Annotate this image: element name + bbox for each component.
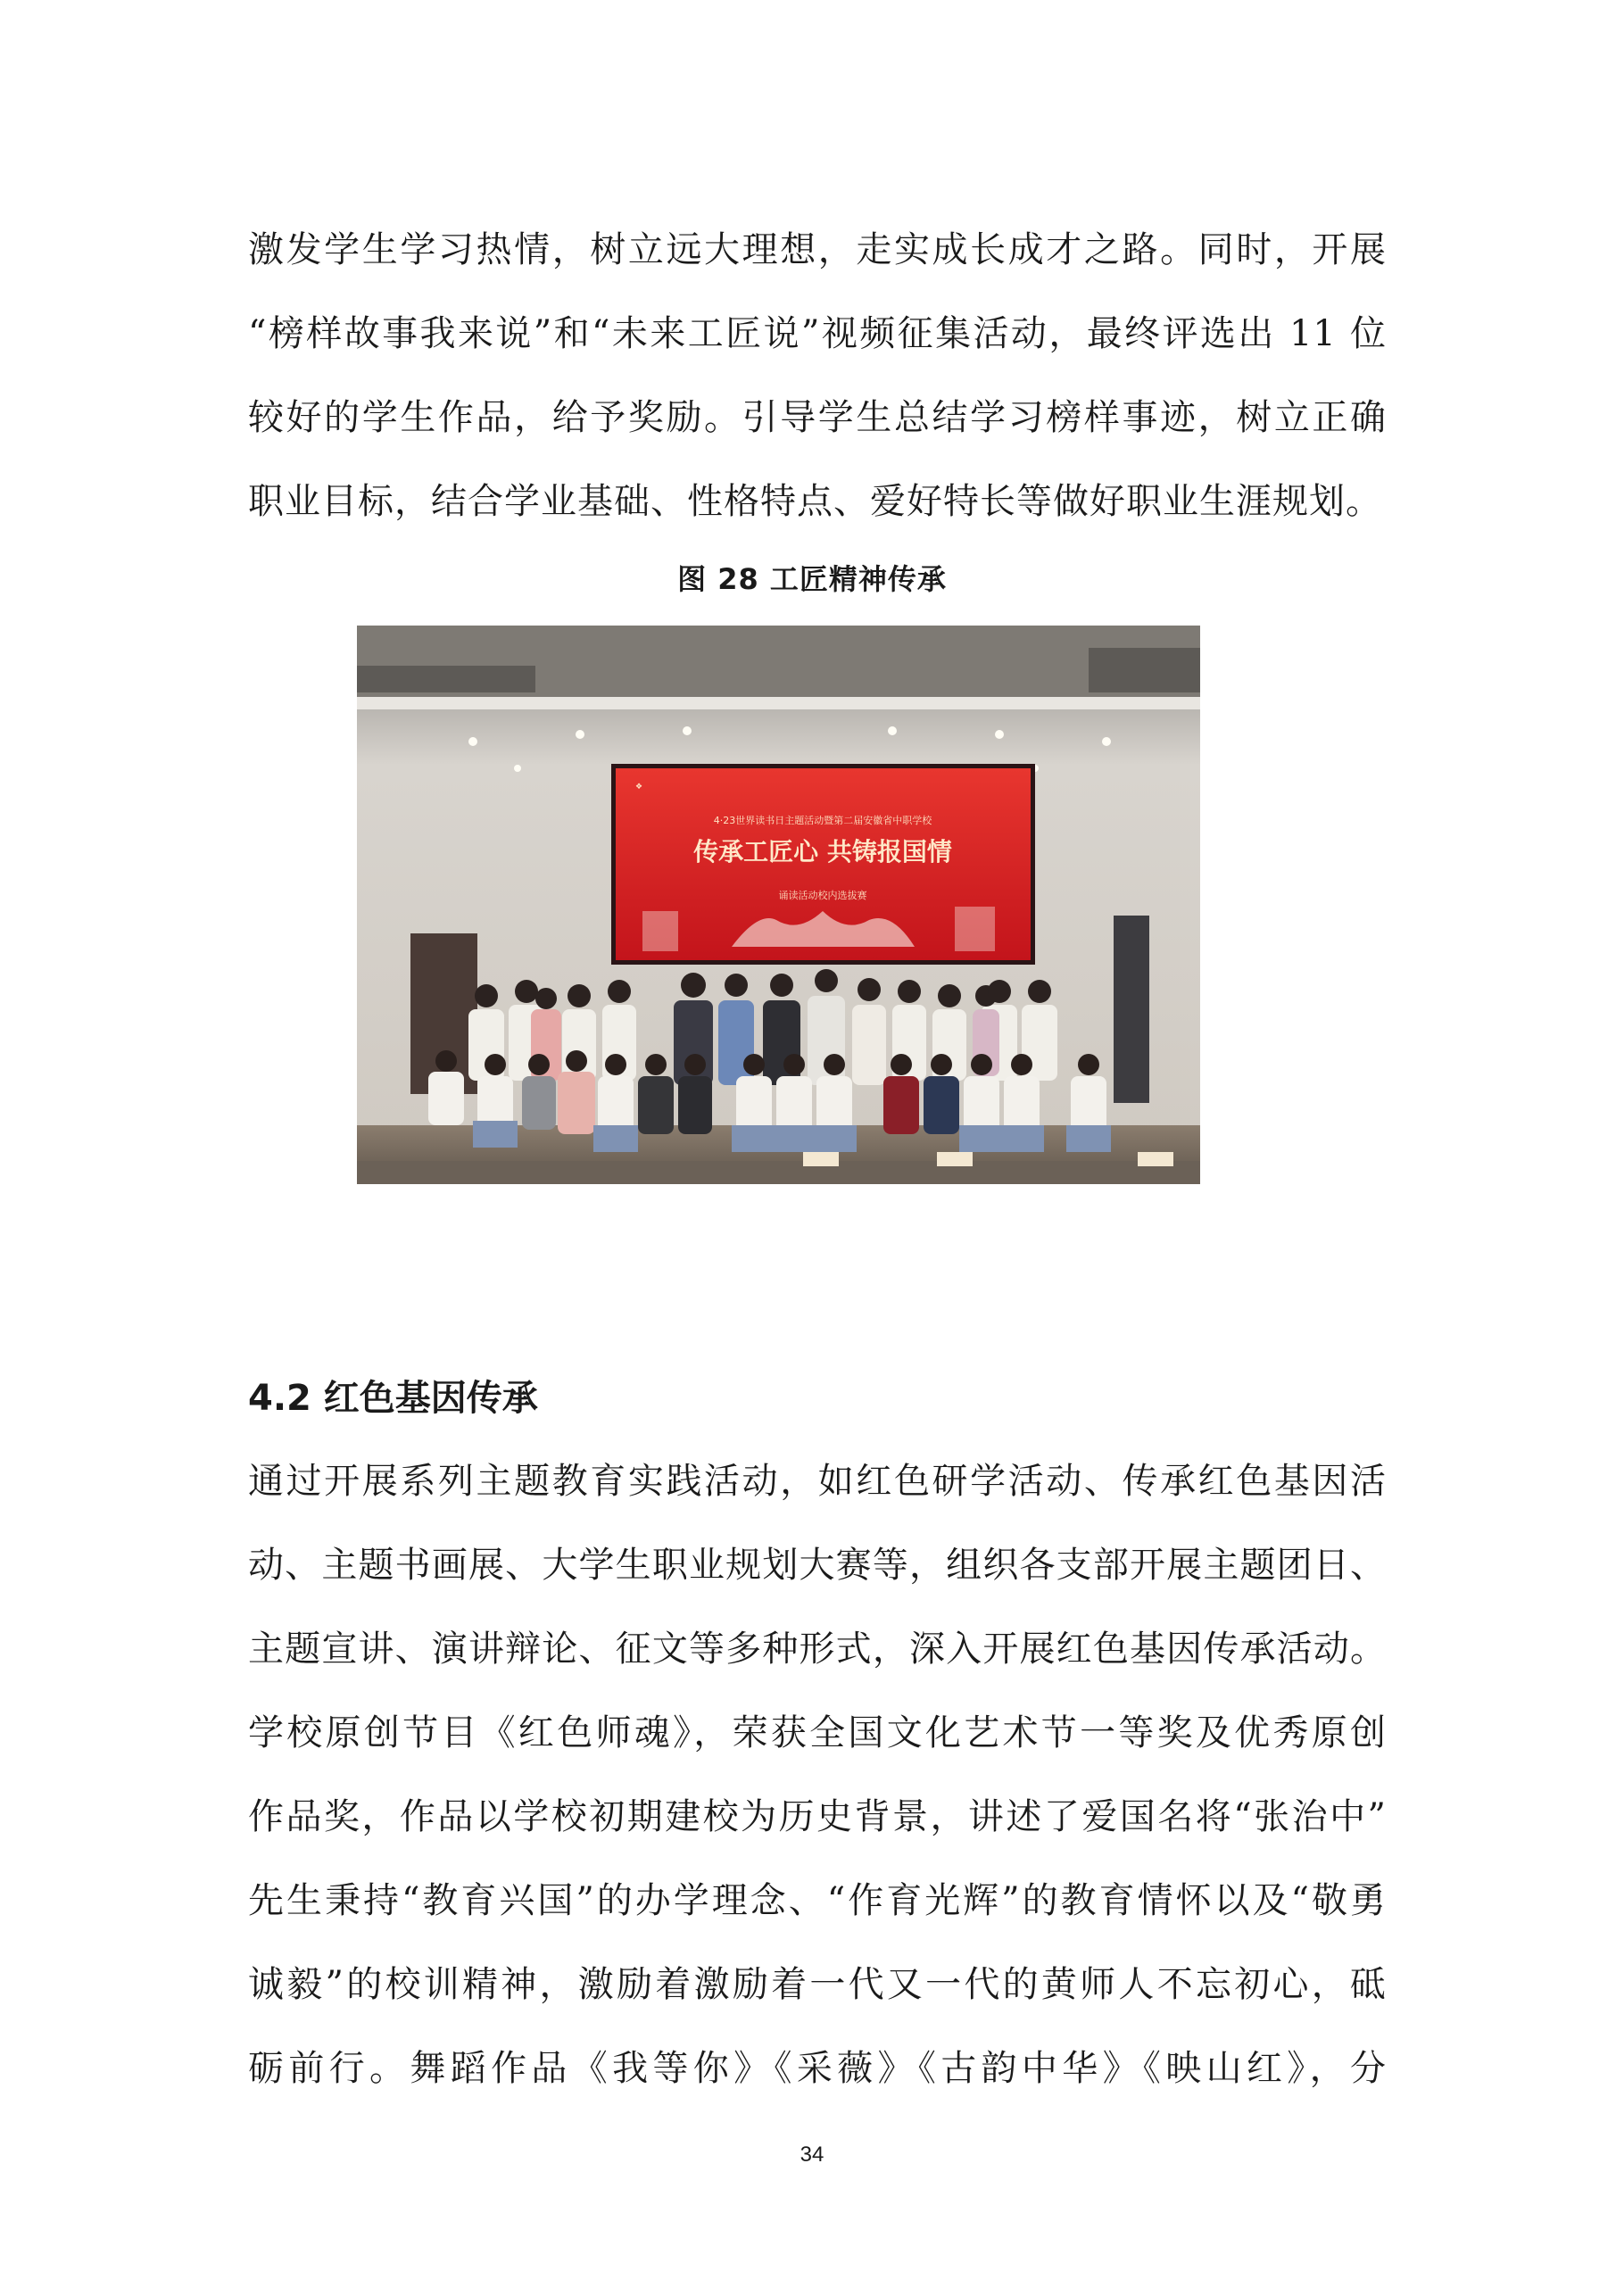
text-line: 激发学生学习热情，树立远大理想，走实成长成才之路。同时，开展 <box>248 229 1387 270</box>
text-line: 通过开展系列主题教育实践活动，如红色研学活动、传承红色基因活 <box>248 1461 1387 1502</box>
text-line: 主题宣讲、演讲辩论、征文等多种形式，深入开展红色基因传承活动。 <box>248 1629 1387 1670</box>
name-card <box>803 1152 839 1166</box>
text-line: “榜样故事我来说”和“未来工匠说”视频征集活动，最终评选出 11 位 <box>248 313 1387 354</box>
screen-header: 4·23世界读书日主题活动暨第二届安徽省中职学校 <box>713 815 932 826</box>
text-line: 诚毅”的校训精神，激励着激励着一代又一代的黄师人不忘初心，砥 <box>248 1964 1387 2005</box>
text-line: 先生秉持“教育兴国”的办学理念、“作育光辉”的教育情怀以及“敬勇 <box>248 1880 1387 1921</box>
text-line: 砺前行。舞蹈作品《我等你》《采薇》《古韵中华》《映山红》，分 <box>248 2048 1387 2089</box>
screen-subtitle: 诵读活动校内选拔赛 <box>778 890 867 901</box>
body-paragraph-2 <box>248 1439 1387 2110</box>
text-line: 较好的学生作品，给予奖励。引导学生总结学习榜样事迹，树立正确 <box>248 397 1387 438</box>
text-line: 职业目标，结合学业基础、性格特点、爱好特长等做好职业生涯规划。 <box>248 481 1382 522</box>
text-line: 学校原创节目《红色师魂》，荣获全国文化艺术节一等奖及优秀原创 <box>248 1712 1387 1753</box>
figure-caption: 图 28 工匠精神传承 <box>677 562 947 596</box>
svg-text:❖: ❖ <box>635 783 643 792</box>
text-line: 作品奖，作品以学校初期建校为历史背景，讲述了爱国名将“张治中” <box>248 1796 1387 1837</box>
screen-title: 传承工匠心 共铸报国情 <box>693 837 952 866</box>
text-line: 动、主题书画展、大学生职业规划大赛等，组织各支部开展主题团日、 <box>248 1545 1387 1586</box>
name-card <box>937 1152 973 1166</box>
page-number: 34 <box>800 2143 824 2167</box>
section-heading: 4.2 红色基因传承 <box>248 1378 538 1419</box>
body-paragraph-1 <box>248 208 1387 543</box>
name-card <box>1138 1152 1173 1166</box>
figure-photo <box>357 626 1200 1184</box>
